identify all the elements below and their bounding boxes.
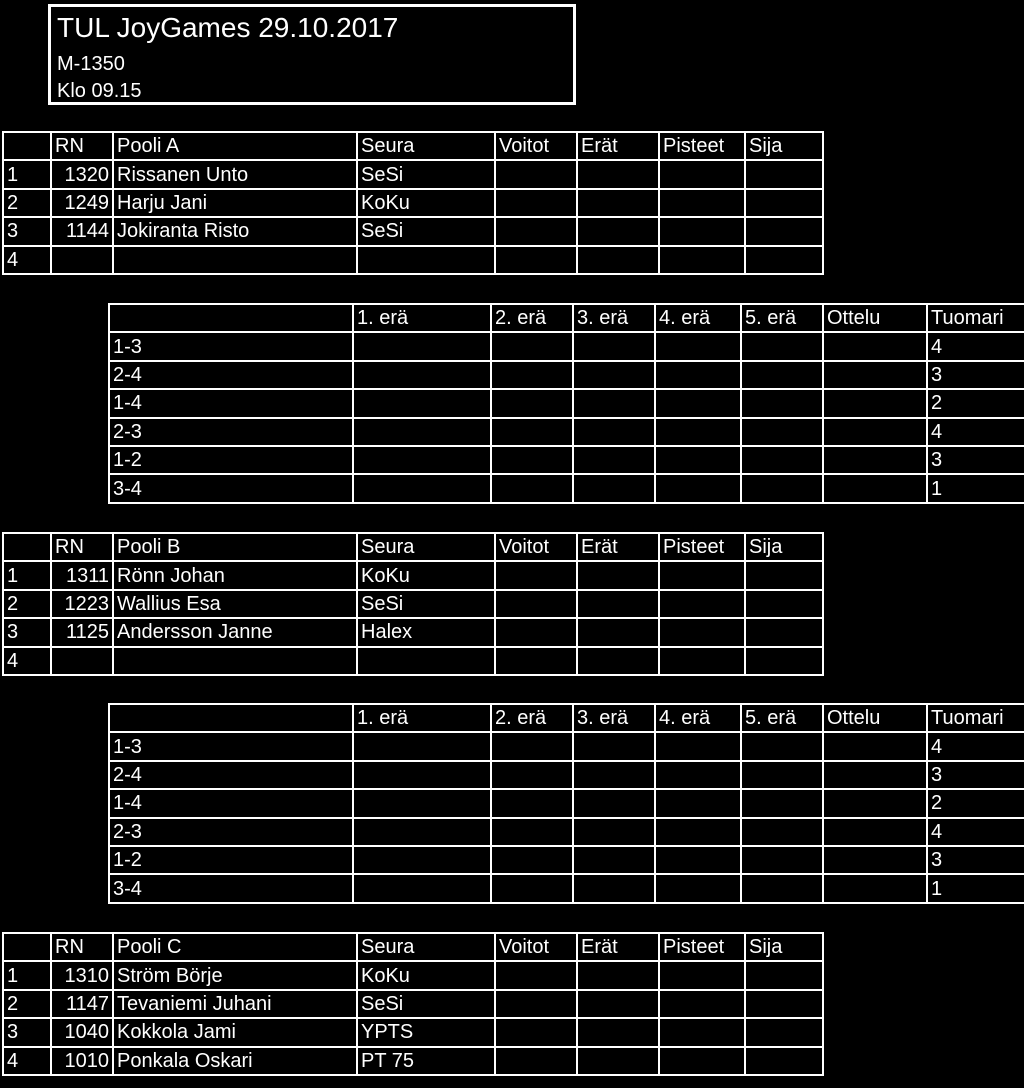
match-row: [109, 818, 1024, 846]
match-row: [109, 418, 1024, 446]
sets-cell: [577, 160, 659, 188]
column-header: Pisteet: [659, 533, 745, 561]
player-rating: 1223: [51, 590, 113, 618]
column-header: RN: [51, 533, 113, 561]
column-header: Ottelu: [823, 304, 927, 332]
table-row: [3, 618, 823, 646]
player-number: 1: [3, 961, 51, 989]
player-number: 1: [3, 561, 51, 589]
match-pair: 1-2: [109, 446, 353, 474]
match-referee: 1: [927, 474, 1024, 502]
player-rating: 1147: [51, 990, 113, 1018]
score-cell: [353, 818, 491, 846]
match-pair: 1-2: [109, 846, 353, 874]
player-name: Rönn Johan: [113, 561, 357, 589]
column-header: Tuomari: [927, 704, 1024, 732]
player-rating: 1249: [51, 189, 113, 217]
score-cell: [353, 361, 491, 389]
score-cell: [823, 846, 927, 874]
column-header: 5. erä: [741, 704, 823, 732]
score-cell: [491, 474, 573, 502]
match-referee: 3: [927, 446, 1024, 474]
score-cell: [655, 732, 741, 760]
player-club: SeSi: [357, 590, 495, 618]
rank-cell: [745, 1018, 823, 1046]
score-cell: [573, 874, 655, 902]
score-cell: [741, 761, 823, 789]
wins-cell: [495, 1018, 577, 1046]
column-header: Voitot: [495, 533, 577, 561]
pool-header-row: [3, 933, 823, 961]
score-cell: [573, 361, 655, 389]
match-header-blank: [109, 704, 353, 732]
player-rating: [51, 647, 113, 675]
player-name: Ström Börje: [113, 961, 357, 989]
score-cell: [353, 418, 491, 446]
match-row: [109, 874, 1024, 902]
score-cell: [491, 361, 573, 389]
points-cell: [659, 1047, 745, 1075]
match-row: [109, 332, 1024, 360]
table-row: [3, 961, 823, 989]
player-club: PT 75: [357, 1047, 495, 1075]
column-header: 4. erä: [655, 304, 741, 332]
score-cell: [491, 732, 573, 760]
match-pair: 2-4: [109, 361, 353, 389]
rank-cell: [745, 590, 823, 618]
column-header: Pooli A: [113, 132, 357, 160]
player-club: [357, 647, 495, 675]
column-header: Pisteet: [659, 933, 745, 961]
score-cell: [573, 761, 655, 789]
points-cell: [659, 590, 745, 618]
table-row: [3, 590, 823, 618]
sets-cell: [577, 189, 659, 217]
score-cell: [655, 789, 741, 817]
match-pair: 1-3: [109, 332, 353, 360]
column-header: 1. erä: [353, 304, 491, 332]
match-row: [109, 361, 1024, 389]
score-cell: [655, 474, 741, 502]
match-referee: 2: [927, 789, 1024, 817]
match-header-blank: [109, 304, 353, 332]
player-number: 3: [3, 217, 51, 245]
rank-cell: [745, 961, 823, 989]
player-name: [113, 246, 357, 274]
player-number: 1: [3, 160, 51, 188]
player-name: Tevaniemi Juhani: [113, 990, 357, 1018]
player-number: 3: [3, 1018, 51, 1046]
score-cell: [491, 761, 573, 789]
score-cell: [741, 474, 823, 502]
header-index-cell: [3, 533, 51, 561]
score-cell: [741, 846, 823, 874]
rank-cell: [745, 217, 823, 245]
score-cell: [655, 332, 741, 360]
score-cell: [573, 846, 655, 874]
match-pair: 2-4: [109, 761, 353, 789]
player-rating: 1125: [51, 618, 113, 646]
match-row: [109, 732, 1024, 760]
pool-table: [2, 131, 824, 275]
match-referee: 4: [927, 818, 1024, 846]
score-cell: [823, 418, 927, 446]
column-header: Pooli C: [113, 933, 357, 961]
score-cell: [823, 789, 927, 817]
match-row: [109, 474, 1024, 502]
player-club: KoKu: [357, 189, 495, 217]
player-club: SeSi: [357, 217, 495, 245]
match-pair: 1-4: [109, 789, 353, 817]
score-cell: [573, 789, 655, 817]
pool-table: [2, 932, 824, 1076]
player-club: KoKu: [357, 561, 495, 589]
score-cell: [741, 418, 823, 446]
match-pair: 3-4: [109, 474, 353, 502]
wins-cell: [495, 590, 577, 618]
column-header: Seura: [357, 933, 495, 961]
column-header: RN: [51, 933, 113, 961]
score-cell: [741, 389, 823, 417]
points-cell: [659, 647, 745, 675]
wins-cell: [495, 618, 577, 646]
player-number: 4: [3, 246, 51, 274]
rank-cell: [745, 189, 823, 217]
column-header: Sija: [745, 533, 823, 561]
match-referee: 4: [927, 418, 1024, 446]
pool-header-row: [3, 132, 823, 160]
match-row: [109, 761, 1024, 789]
player-rating: 1010: [51, 1047, 113, 1075]
score-cell: [741, 332, 823, 360]
column-header: 1. erä: [353, 704, 491, 732]
table-row: [3, 189, 823, 217]
page-title: TUL JoyGames 29.10.2017: [57, 12, 399, 43]
score-cell: [573, 474, 655, 502]
points-cell: [659, 961, 745, 989]
rank-cell: [745, 1047, 823, 1075]
score-cell: [353, 389, 491, 417]
player-club: [357, 246, 495, 274]
column-header: RN: [51, 132, 113, 160]
points-cell: [659, 246, 745, 274]
player-club: Halex: [357, 618, 495, 646]
match-pair: 1-3: [109, 732, 353, 760]
score-cell: [573, 389, 655, 417]
score-cell: [573, 446, 655, 474]
table-row: [3, 1018, 823, 1046]
column-header: 2. erä: [491, 704, 573, 732]
column-header: Sija: [745, 933, 823, 961]
score-cell: [353, 732, 491, 760]
class-name: M-1350: [57, 53, 125, 75]
player-rating: 1040: [51, 1018, 113, 1046]
sets-cell: [577, 561, 659, 589]
sets-cell: [577, 1047, 659, 1075]
sets-cell: [577, 1018, 659, 1046]
score-cell: [491, 874, 573, 902]
player-name: [113, 647, 357, 675]
rank-cell: [745, 990, 823, 1018]
match-referee: 3: [927, 361, 1024, 389]
player-name: Jokiranta Risto: [113, 217, 357, 245]
score-cell: [491, 389, 573, 417]
score-cell: [491, 446, 573, 474]
match-pair: 3-4: [109, 874, 353, 902]
wins-cell: [495, 990, 577, 1018]
wins-cell: [495, 961, 577, 989]
pool-header-row: [3, 533, 823, 561]
score-cell: [353, 874, 491, 902]
player-number: 4: [3, 1047, 51, 1075]
wins-cell: [495, 160, 577, 188]
points-cell: [659, 561, 745, 589]
sets-cell: [577, 246, 659, 274]
column-header: 3. erä: [573, 704, 655, 732]
points-cell: [659, 189, 745, 217]
table-row: [3, 160, 823, 188]
score-cell: [741, 818, 823, 846]
score-cell: [491, 332, 573, 360]
score-cell: [353, 789, 491, 817]
sets-cell: [577, 590, 659, 618]
wins-cell: [495, 647, 577, 675]
player-club: YPTS: [357, 1018, 495, 1046]
player-number: 4: [3, 647, 51, 675]
player-name: Rissanen Unto: [113, 160, 357, 188]
column-header: Ottelu: [823, 704, 927, 732]
rank-cell: [745, 246, 823, 274]
player-rating: 1144: [51, 217, 113, 245]
player-name: Kokkola Jami: [113, 1018, 357, 1046]
score-cell: [491, 846, 573, 874]
player-rating: 1320: [51, 160, 113, 188]
match-row: [109, 846, 1024, 874]
points-cell: [659, 217, 745, 245]
match-referee: 1: [927, 874, 1024, 902]
match-referee: 4: [927, 332, 1024, 360]
score-cell: [823, 761, 927, 789]
column-header: Voitot: [495, 132, 577, 160]
match-pair: 1-4: [109, 389, 353, 417]
match-pair: 2-3: [109, 818, 353, 846]
score-cell: [823, 874, 927, 902]
table-row: [3, 1047, 823, 1075]
sets-cell: [577, 217, 659, 245]
title-box: [48, 4, 576, 105]
score-cell: [823, 389, 927, 417]
player-number: 2: [3, 590, 51, 618]
score-cell: [741, 732, 823, 760]
score-cell: [655, 874, 741, 902]
match-pair: 2-3: [109, 418, 353, 446]
score-cell: [491, 818, 573, 846]
player-number: 3: [3, 618, 51, 646]
player-rating: 1311: [51, 561, 113, 589]
score-cell: [573, 732, 655, 760]
column-header: Sija: [745, 132, 823, 160]
column-header: 4. erä: [655, 704, 741, 732]
score-cell: [823, 474, 927, 502]
column-header: Tuomari: [927, 304, 1024, 332]
score-cell: [353, 446, 491, 474]
score-cell: [655, 361, 741, 389]
score-cell: [655, 389, 741, 417]
sets-cell: [577, 990, 659, 1018]
wins-cell: [495, 561, 577, 589]
player-number: 2: [3, 189, 51, 217]
pool-table: [2, 532, 824, 676]
player-name: Harju Jani: [113, 189, 357, 217]
points-cell: [659, 990, 745, 1018]
table-row: [3, 647, 823, 675]
score-cell: [741, 789, 823, 817]
column-header: Erät: [577, 533, 659, 561]
column-header: Pisteet: [659, 132, 745, 160]
sets-cell: [577, 961, 659, 989]
column-header: Seura: [357, 132, 495, 160]
rank-cell: [745, 618, 823, 646]
score-cell: [655, 846, 741, 874]
score-cell: [491, 789, 573, 817]
score-cell: [353, 474, 491, 502]
start-time: Klo 09.15: [57, 80, 142, 102]
match-referee: 3: [927, 761, 1024, 789]
score-cell: [353, 846, 491, 874]
score-cell: [823, 332, 927, 360]
table-row: [3, 217, 823, 245]
score-cell: [655, 418, 741, 446]
column-header: Erät: [577, 132, 659, 160]
column-header: Seura: [357, 533, 495, 561]
points-cell: [659, 160, 745, 188]
player-club: SeSi: [357, 160, 495, 188]
match-referee: 3: [927, 846, 1024, 874]
match-header-row: [109, 704, 1024, 732]
match-table: [108, 303, 1024, 504]
column-header: 2. erä: [491, 304, 573, 332]
player-number: 2: [3, 990, 51, 1018]
rank-cell: [745, 561, 823, 589]
table-row: [3, 990, 823, 1018]
wins-cell: [495, 1047, 577, 1075]
score-cell: [823, 446, 927, 474]
wins-cell: [495, 189, 577, 217]
match-row: [109, 789, 1024, 817]
player-club: SeSi: [357, 990, 495, 1018]
player-name: Andersson Janne: [113, 618, 357, 646]
player-name: Ponkala Oskari: [113, 1047, 357, 1075]
wins-cell: [495, 246, 577, 274]
player-rating: [51, 246, 113, 274]
column-header: Erät: [577, 933, 659, 961]
points-cell: [659, 1018, 745, 1046]
player-rating: 1310: [51, 961, 113, 989]
score-cell: [823, 818, 927, 846]
match-row: [109, 446, 1024, 474]
player-name: Wallius Esa: [113, 590, 357, 618]
header-index-cell: [3, 933, 51, 961]
header-index-cell: [3, 132, 51, 160]
score-cell: [353, 332, 491, 360]
table-row: [3, 246, 823, 274]
table-row: [3, 561, 823, 589]
match-referee: 4: [927, 732, 1024, 760]
match-referee: 2: [927, 389, 1024, 417]
score-cell: [573, 818, 655, 846]
column-header: 3. erä: [573, 304, 655, 332]
points-cell: [659, 618, 745, 646]
score-cell: [655, 818, 741, 846]
column-header: Pooli B: [113, 533, 357, 561]
score-cell: [655, 761, 741, 789]
sets-cell: [577, 647, 659, 675]
column-header: 5. erä: [741, 304, 823, 332]
column-header: Voitot: [495, 933, 577, 961]
match-header-row: [109, 304, 1024, 332]
score-cell: [573, 332, 655, 360]
rank-cell: [745, 647, 823, 675]
sets-cell: [577, 618, 659, 646]
player-club: KoKu: [357, 961, 495, 989]
score-cell: [491, 418, 573, 446]
match-table: [108, 703, 1024, 904]
score-cell: [573, 418, 655, 446]
score-cell: [353, 761, 491, 789]
score-cell: [655, 446, 741, 474]
score-cell: [741, 361, 823, 389]
score-cell: [823, 361, 927, 389]
match-row: [109, 389, 1024, 417]
score-cell: [741, 874, 823, 902]
wins-cell: [495, 217, 577, 245]
rank-cell: [745, 160, 823, 188]
score-cell: [823, 732, 927, 760]
score-cell: [741, 446, 823, 474]
